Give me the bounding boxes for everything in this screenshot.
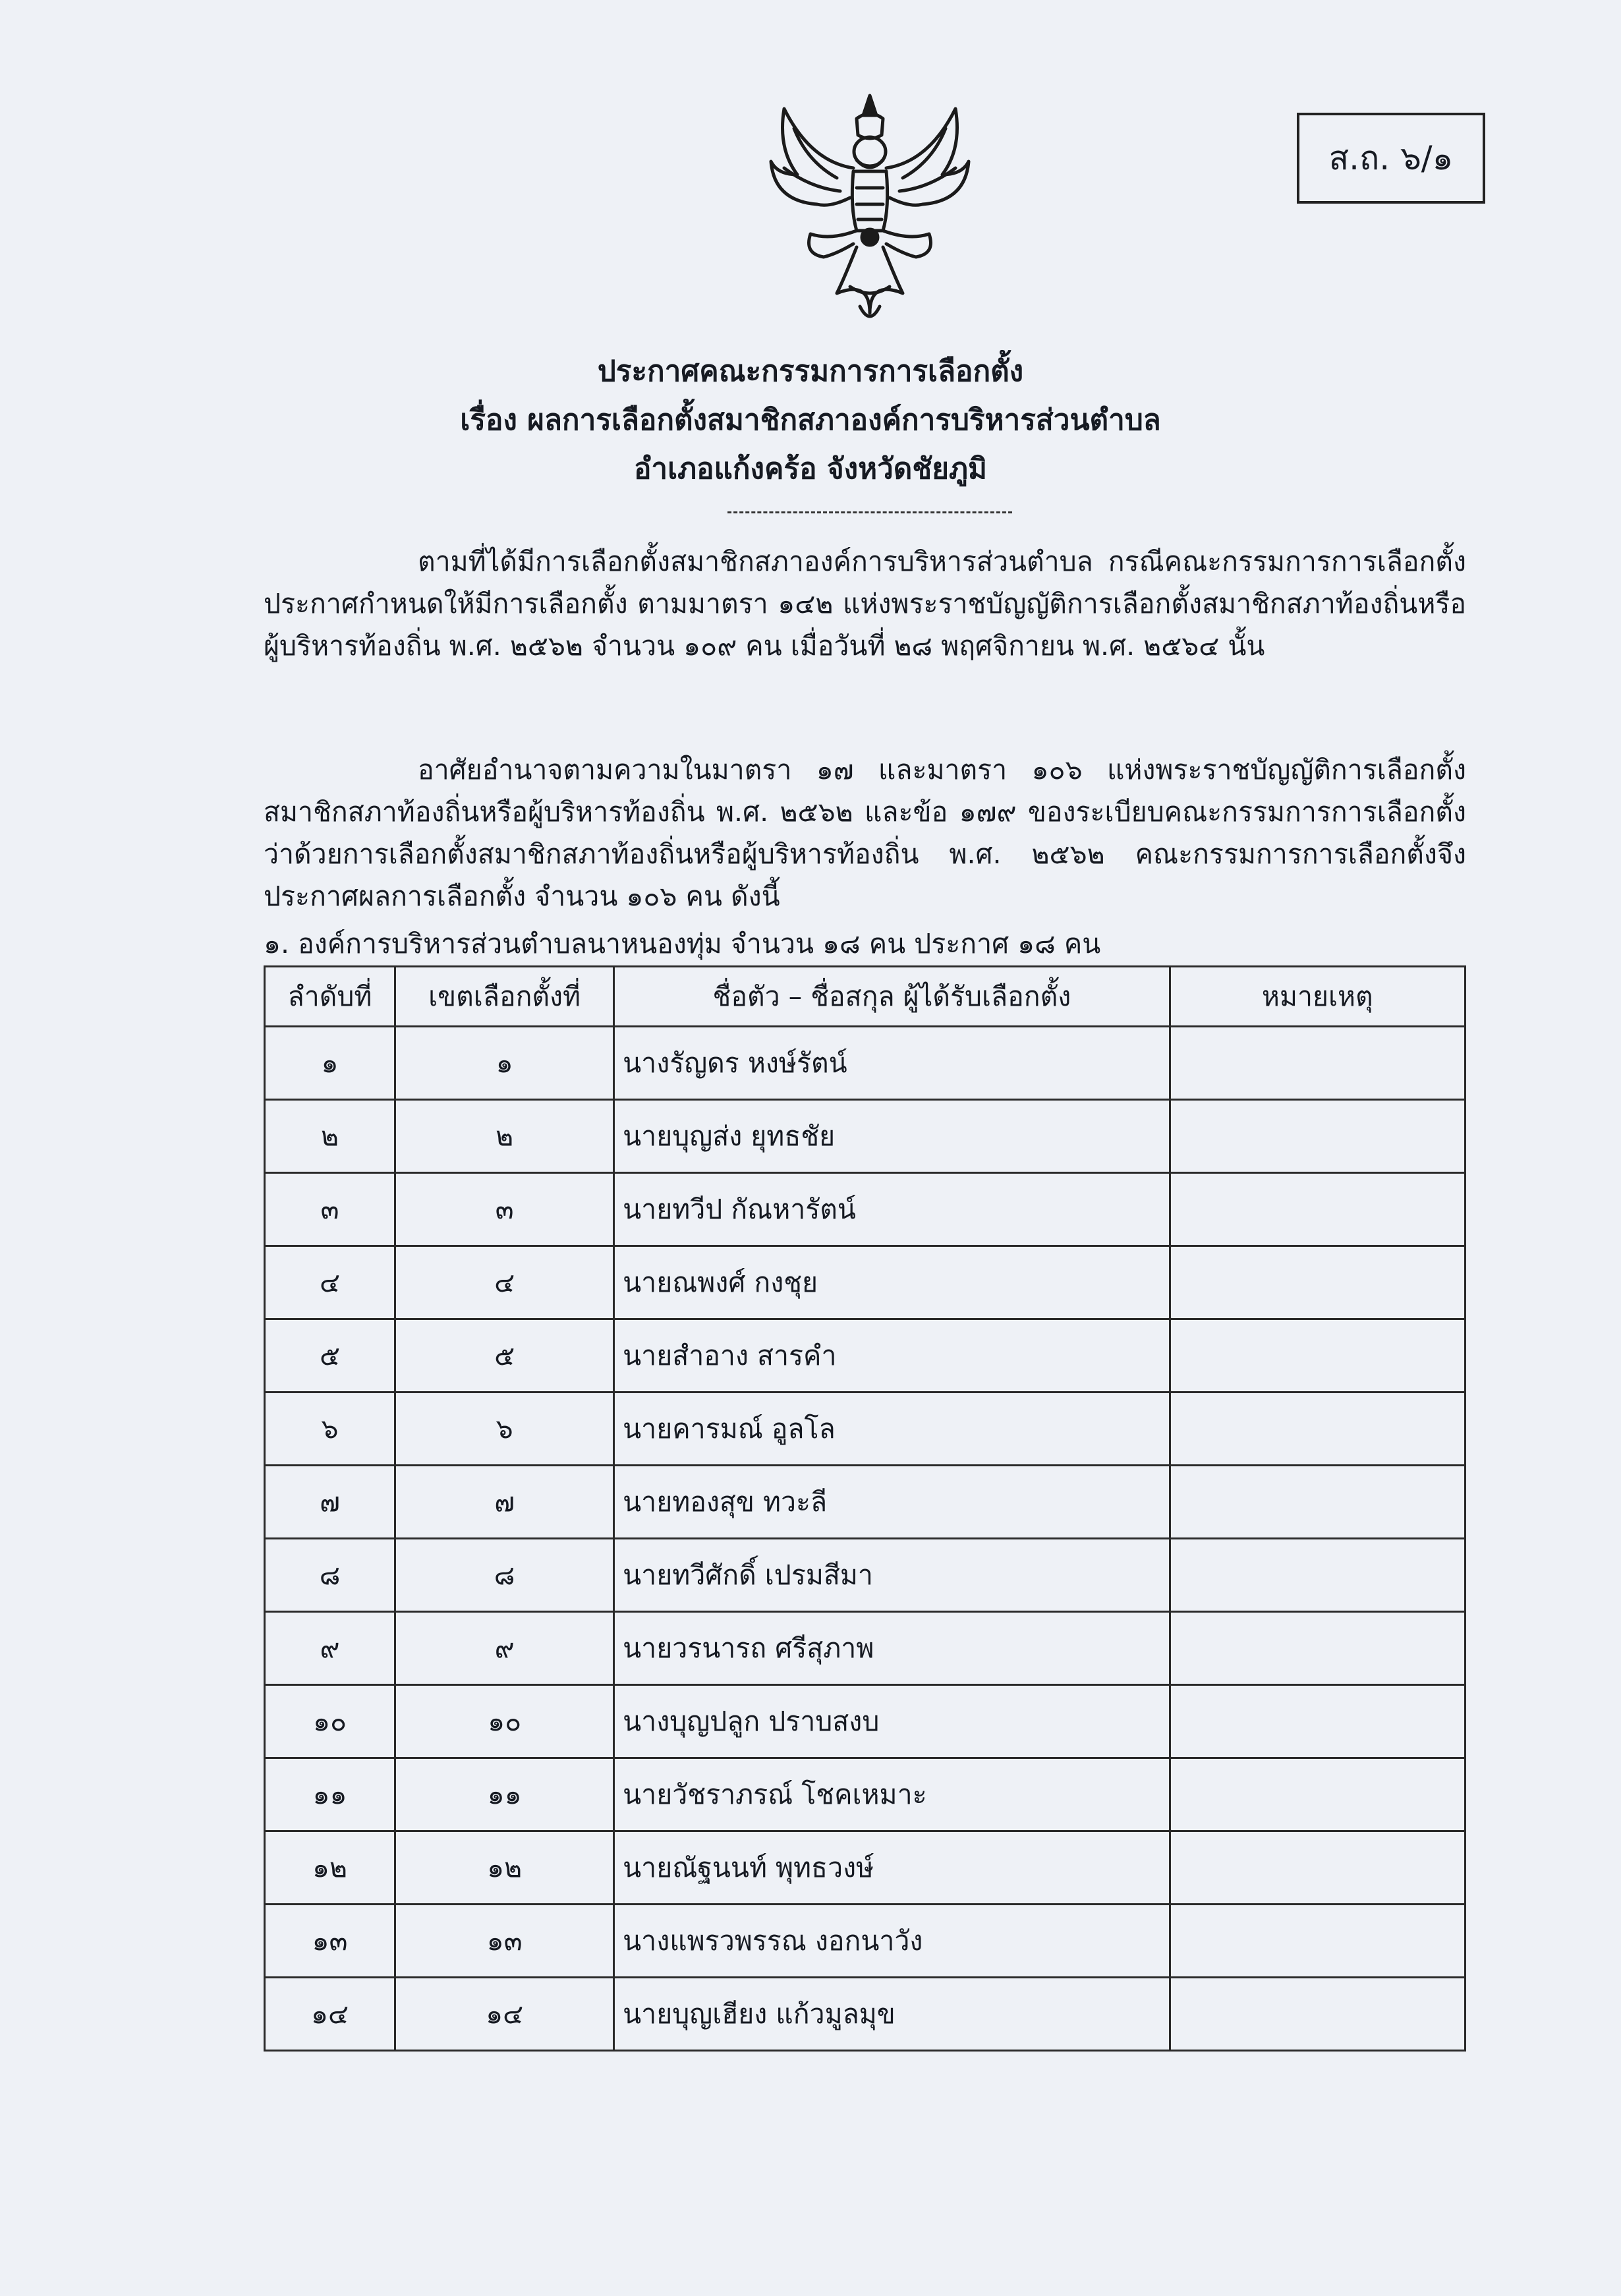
cell-name: นายวรนารถ ศรีสุภาพ (614, 1612, 1170, 1685)
cell-note (1170, 1173, 1465, 1246)
cell-order: ๑๓ (265, 1905, 395, 1978)
cell-zone: ๑๑ (395, 1758, 614, 1831)
cell-order: ๙ (265, 1612, 395, 1685)
cell-name: นางบุญปลูก ปราบสงบ (614, 1685, 1170, 1758)
section-heading: ๑. องค์การบริหารส่วนตำบลนาหนองทุ่ม จำนวน ๑๘ คน ประกาศ ๑๘ คน (264, 928, 1101, 960)
cell-name: นายสำอาง สารคำ (614, 1319, 1170, 1392)
cell-name: นายณพงศ์ กงชุย (614, 1246, 1170, 1319)
table-row (265, 1466, 1465, 1539)
table-row (265, 1319, 1465, 1392)
garuda-emblem-icon (758, 89, 982, 333)
results-table (264, 965, 1466, 2052)
header-name: ชื่อตัว – ชื่อสกุล ผู้ได้รับเลือกตั้ง (614, 967, 1170, 1027)
table-header-row (265, 967, 1465, 1027)
table-row (265, 1685, 1465, 1758)
cell-name: นายวัชราภรณ์ โชคเหมาะ (614, 1758, 1170, 1831)
cell-zone: ๙ (395, 1612, 614, 1685)
table-row (265, 1173, 1465, 1246)
cell-zone: ๑๒ (395, 1831, 614, 1905)
cell-order: ๗ (265, 1466, 395, 1539)
cell-order: ๑๑ (265, 1758, 395, 1831)
table-row (265, 1612, 1465, 1685)
cell-order: ๑๔ (265, 1978, 395, 2051)
cell-zone: ๑ (395, 1027, 614, 1100)
form-code: ส.ถ. ๖/๑ (1328, 138, 1454, 177)
table-row (265, 1539, 1465, 1612)
cell-zone: ๕ (395, 1319, 614, 1392)
cell-name: นายบุญเฮียง แก้วมูลมุข (614, 1978, 1170, 2051)
cell-note (1170, 1905, 1465, 1978)
table-row (265, 1831, 1465, 1905)
title-divider (727, 511, 1012, 513)
cell-note (1170, 1466, 1465, 1539)
cell-note (1170, 1392, 1465, 1466)
cell-order: ๕ (265, 1319, 395, 1392)
cell-name: นายทวีศักดิ์ เปรมสีมา (614, 1539, 1170, 1612)
table-row (265, 1392, 1465, 1466)
cell-note (1170, 1027, 1465, 1100)
cell-order: ๔ (265, 1246, 395, 1319)
table-row (265, 1246, 1465, 1319)
cell-order: ๓ (265, 1173, 395, 1246)
form-code-box (1297, 113, 1485, 204)
cell-zone: ๓ (395, 1173, 614, 1246)
cell-zone: ๗ (395, 1466, 614, 1539)
cell-order: ๑๐ (265, 1685, 395, 1758)
cell-note (1170, 1831, 1465, 1905)
cell-note (1170, 1246, 1465, 1319)
cell-zone: ๒ (395, 1100, 614, 1173)
cell-note (1170, 1758, 1465, 1831)
cell-note (1170, 1100, 1465, 1173)
paragraph-background: ตามที่ได้มีการเลือกตั้งสมาชิกสภาองค์การบริหารส่วนตำบล กรณีคณะกรรมการการเลือกตั้งประกาศกำหนดให้มีการเลือกตั้ง ตามมาตรา ๑๔๒ แห่งพระราชบัญญัติการเลือกตั้งสมาชิกสภาท้องถิ่นหรือผู้บริหารท้องถิ่น พ.ศ. ๒๕๖๒ จำนวน ๑๐๙ คน เมื่อวันที่ ๒๘ พฤศจิกายน พ.ศ. ๒๕๖๔ นั้น (264, 546, 1466, 662)
announcement-subject: เรื่อง ผลการเลือกตั้งสมาชิกสภาองค์การบริหารส่วนตำบล (460, 403, 1161, 437)
cell-name: นายคารมณ์ อูลโล (614, 1392, 1170, 1466)
cell-order: ๖ (265, 1392, 395, 1466)
cell-order: ๑๒ (265, 1831, 395, 1905)
cell-name: นายทวีป กัณหารัตน์ (614, 1173, 1170, 1246)
cell-zone: ๑๓ (395, 1905, 614, 1978)
header-zone: เขตเลือกตั้งที่ (395, 967, 614, 1027)
cell-zone: ๖ (395, 1392, 614, 1466)
paragraph-authority: อาศัยอำนาจตามความในมาตรา ๑๗ และมาตรา ๑๐๖ แห่งพระราชบัญญัติการเลือกตั้งสมาชิกสภาท้องถิ่นหรือผู้บริหารท้องถิ่น พ.ศ. ๒๕๖๒ และข้อ ๑๗๙ ของระเบียบคณะกรรมการการเลือกตั้งว่าด้วยการเลือกตั้งสมาชิกสภาท้องถิ่นหรือผู้บริหารท้องถิ่น พ.ศ. ๒๕๖๒ คณะกรรมการการเลือกตั้งจึงประกาศผลการเลือกตั้ง จำนวน ๑๐๖ คน ดังนี้ (264, 754, 1466, 912)
table-row (265, 1905, 1465, 1978)
cell-zone: ๔ (395, 1246, 614, 1319)
cell-zone: ๘ (395, 1539, 614, 1612)
cell-name: นางรัญดร หงษ์รัตน์ (614, 1027, 1170, 1100)
table-row (265, 1978, 1465, 2051)
cell-note (1170, 1612, 1465, 1685)
header-note: หมายเหตุ (1170, 967, 1465, 1027)
cell-order: ๘ (265, 1539, 395, 1612)
cell-name: นายณัฐนนท์ พุทธวงษ์ (614, 1831, 1170, 1905)
table-row (265, 1100, 1465, 1173)
cell-name: นายทองสุข ทวะลี (614, 1466, 1170, 1539)
cell-zone: ๑๐ (395, 1685, 614, 1758)
cell-note (1170, 1319, 1465, 1392)
cell-name: นางแพรวพรรณ งอกนาวัง (614, 1905, 1170, 1978)
cell-note (1170, 1978, 1465, 2051)
cell-order: ๒ (265, 1100, 395, 1173)
announcement-location: อำเภอแก้งคร้อ จังหวัดชัยภูมิ (633, 452, 988, 486)
announcement-title: ประกาศคณะกรรมการการเลือกตั้ง (597, 355, 1024, 388)
cell-name: นายบุญส่ง ยุทธชัย (614, 1100, 1170, 1173)
header-order: ลำดับที่ (265, 967, 395, 1027)
table-row (265, 1758, 1465, 1831)
table-row (265, 1027, 1465, 1100)
cell-order: ๑ (265, 1027, 395, 1100)
cell-zone: ๑๔ (395, 1978, 614, 2051)
cell-note (1170, 1685, 1465, 1758)
cell-note (1170, 1539, 1465, 1612)
